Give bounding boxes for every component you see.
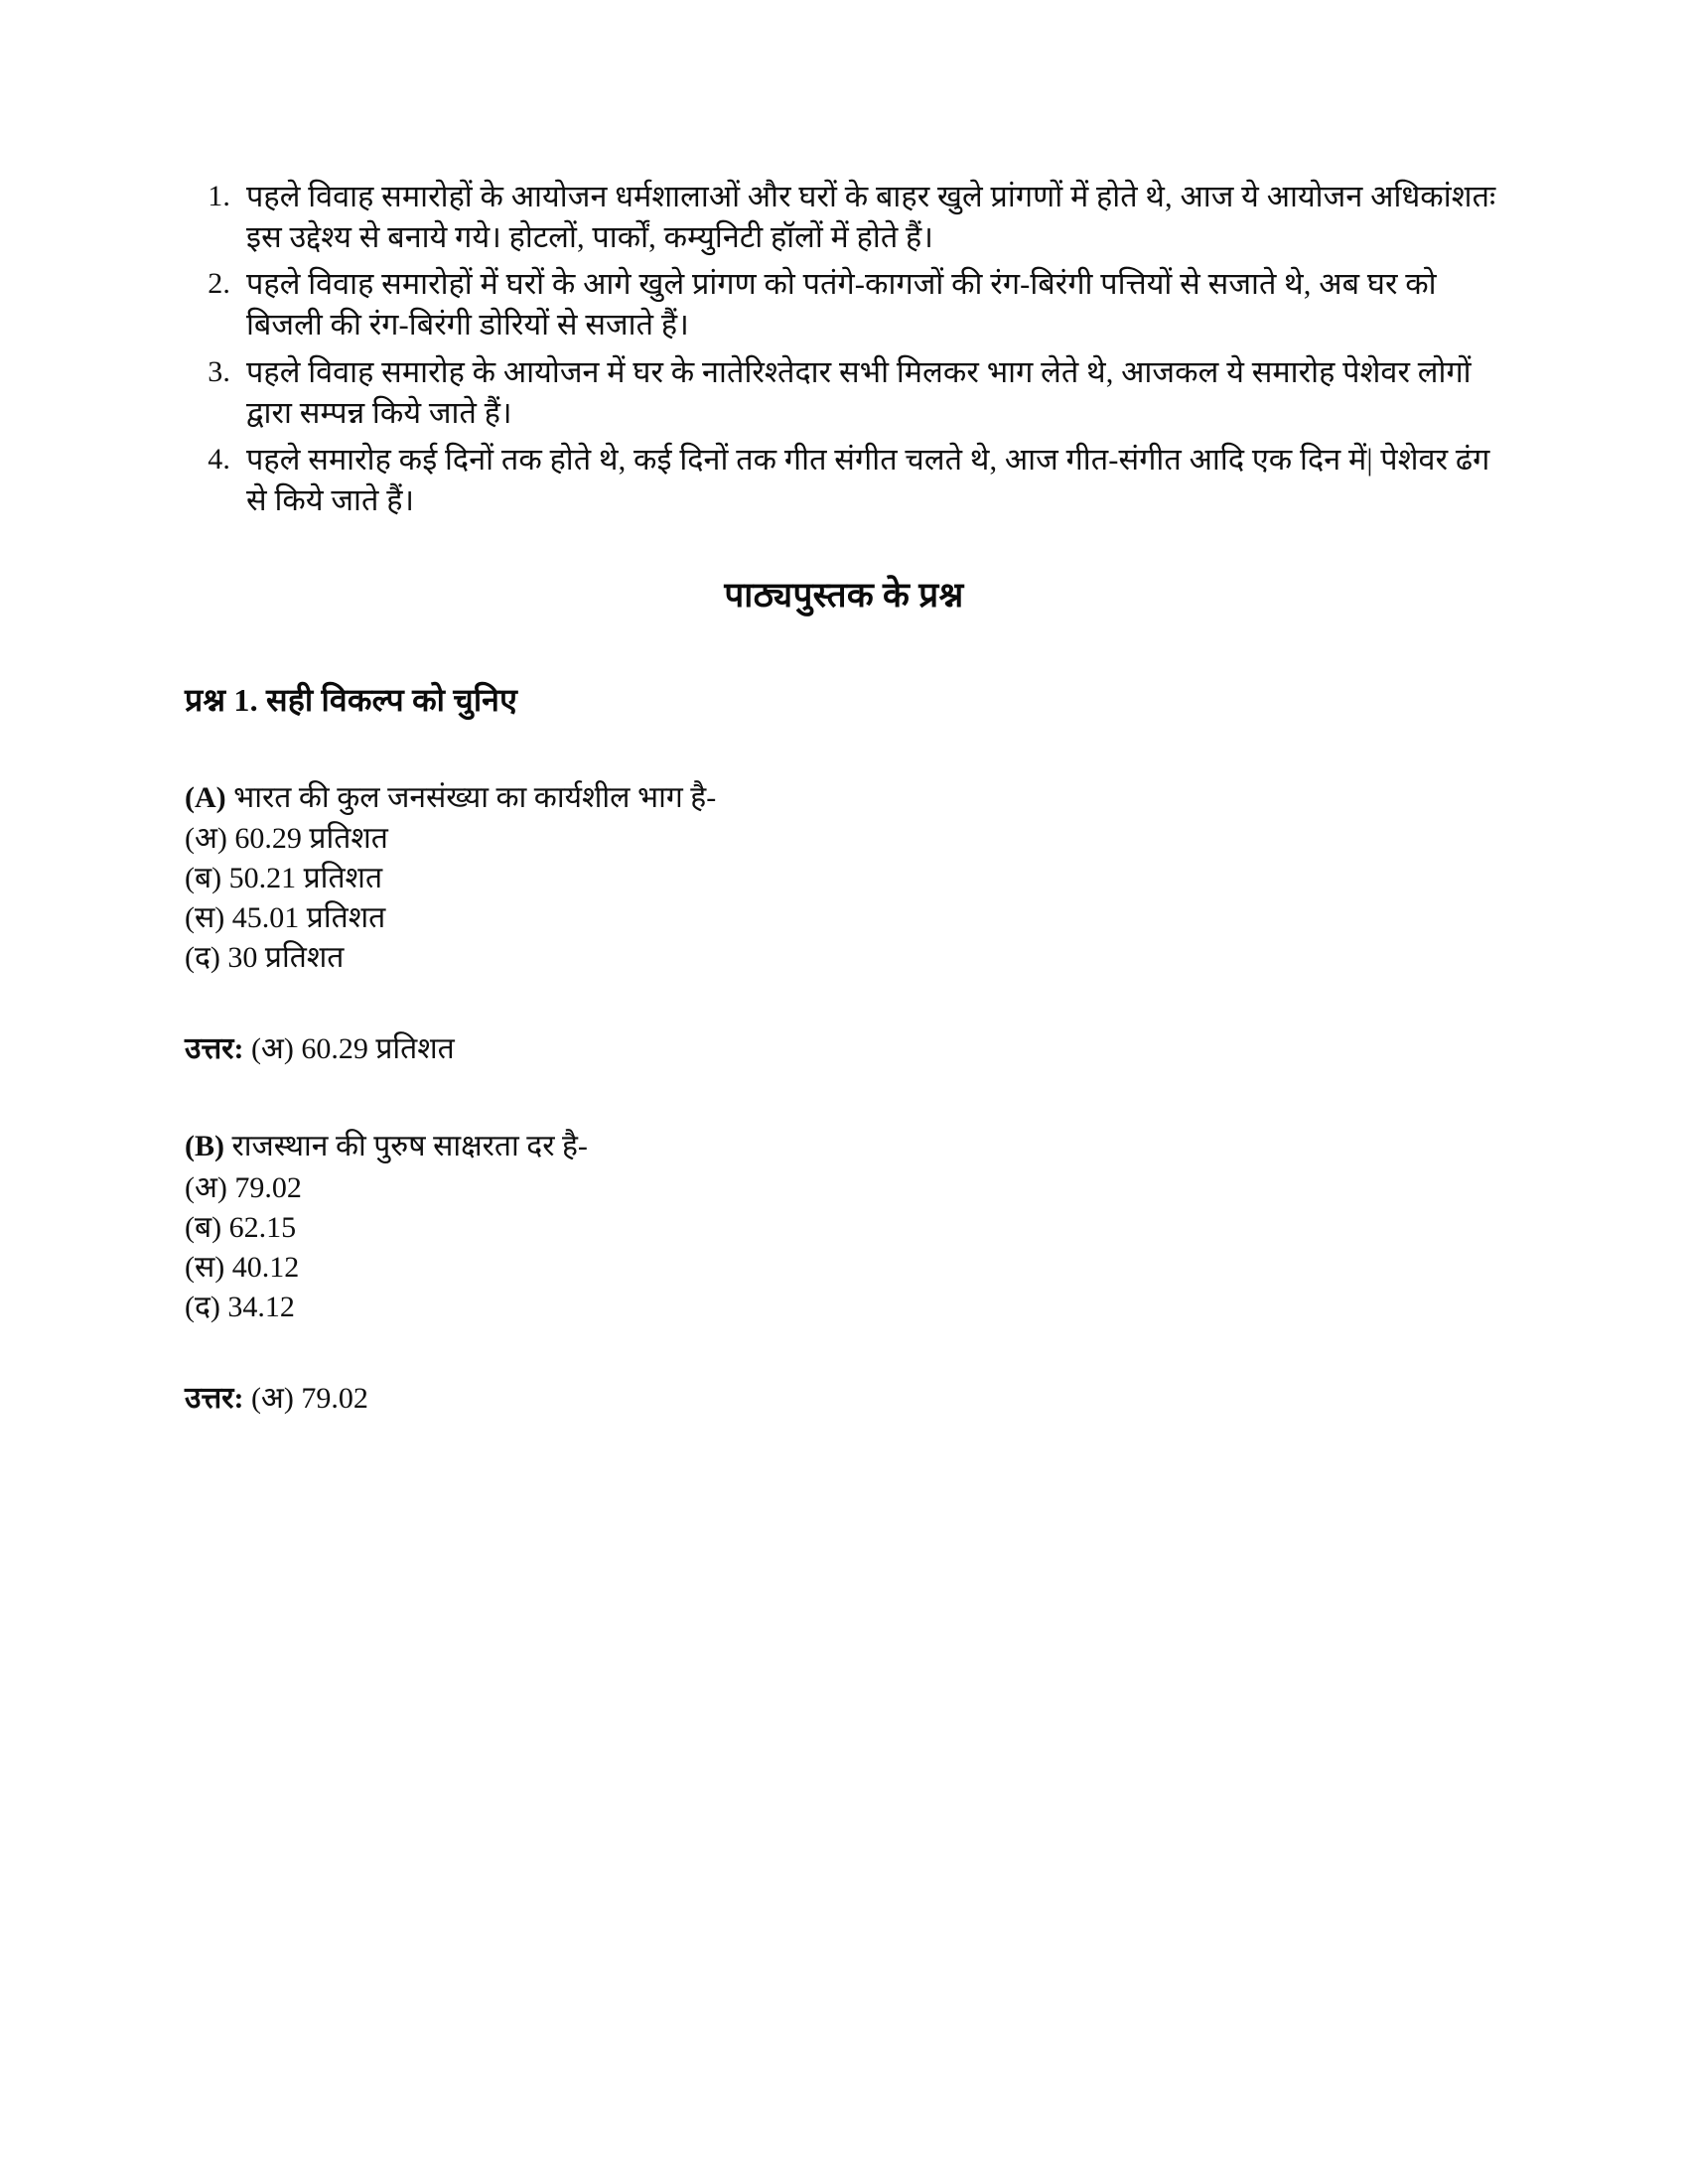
mcq-stem-text: भारत की कुल जनसंख्या का कार्यशील भाग है-: [233, 780, 717, 814]
answer-value: (अ) 60.29 प्रतिशत: [250, 1032, 455, 1066]
answer-label: उत्तर:: [185, 1381, 244, 1415]
list-item-text: पहले विवाह समारोह के आयोजन में घर के नातेरिश्तेदार सभी मिलकर भाग लेते थे, आजकल ये समारोह पेशेवर लोगों द्वारा सम्पन्न किये जाते हैं।: [246, 354, 1472, 430]
list-item-text: पहले समारोह कई दिनों तक होते थे, कई दिनों तक गीत संगीत चलते थे, आज गीत-संगीत आदि एक दिन में| पेशेवर ढंग से किये जाते हैं।: [246, 443, 1490, 517]
mcq-group-a: [185, 778, 1503, 1069]
list-item-marker: 2.: [208, 267, 230, 301]
list-item: [185, 177, 1503, 257]
list-item-marker: 4.: [208, 443, 230, 477]
mcq-stem: [185, 1127, 1503, 1166]
mcq-label: (B): [185, 1130, 224, 1162]
question-heading: प्रश्न 1. सही विकल्प को चुनिए: [185, 681, 518, 718]
mcq-options-b: [185, 1168, 1503, 1327]
answer-line: [185, 1029, 1503, 1069]
mcq-option[interactable]: (स) 40.12: [185, 1250, 300, 1284]
content-column: [185, 177, 1503, 1447]
mcq-option[interactable]: (अ) 60.29 प्रतिशत: [185, 822, 388, 856]
mcq-stem: [185, 778, 1503, 818]
list-item-marker: 3.: [208, 354, 230, 388]
list-item: [185, 264, 1503, 344]
list-item-text: पहले विवाह समारोहों में घरों के आगे खुले प्रांगण को पतंगे-कागजों की रंग-बिरंगी पत्तियों से सजाते थे, अब घर को बिजली की रंग-बिरंगी डोरियों से सजाते हैं।: [246, 267, 1437, 342]
list-item-text: पहले विवाह समारोहों के आयोजन धर्मशालाओं और घरों के बाहर खुले प्रांगणों में होते थे, आज ये आयोजन अधिकांशतः इस उद्देश्य से बनाये गये। होटलों, पार्कों, कम्युनिटी हॉलों में होते हैं।: [246, 180, 1496, 254]
list-item-marker: 1.: [208, 180, 230, 212]
mcq-stem-text: राजस्थान की पुरुष साक्षरता दर है-: [231, 1130, 588, 1162]
answer-line: [185, 1379, 1503, 1419]
mcq-option[interactable]: (द) 34.12: [185, 1290, 295, 1323]
list-item: [185, 352, 1503, 433]
mcq-option[interactable]: (द) 30 प्रतिशत: [185, 941, 345, 975]
mcq-option[interactable]: (ब) 50.21 प्रतिशत: [185, 862, 383, 895]
section-heading: पाठ्यपुस्तक के प्रश्न: [724, 575, 964, 614]
mcq-group-b: [185, 1127, 1503, 1418]
list-item: [185, 440, 1503, 520]
answer-label: उत्तर:: [185, 1032, 244, 1066]
mcq-option[interactable]: (ब) 62.15: [185, 1210, 297, 1244]
mcq-option[interactable]: (स) 45.01 प्रतिशत: [185, 901, 386, 935]
mcq-option[interactable]: (अ) 79.02: [185, 1170, 302, 1204]
answer-value: (अ) 79.02: [250, 1381, 368, 1415]
comparison-points-list: [185, 177, 1503, 521]
mcq-label: (A): [185, 780, 226, 814]
mcq-options-a: [185, 819, 1503, 978]
